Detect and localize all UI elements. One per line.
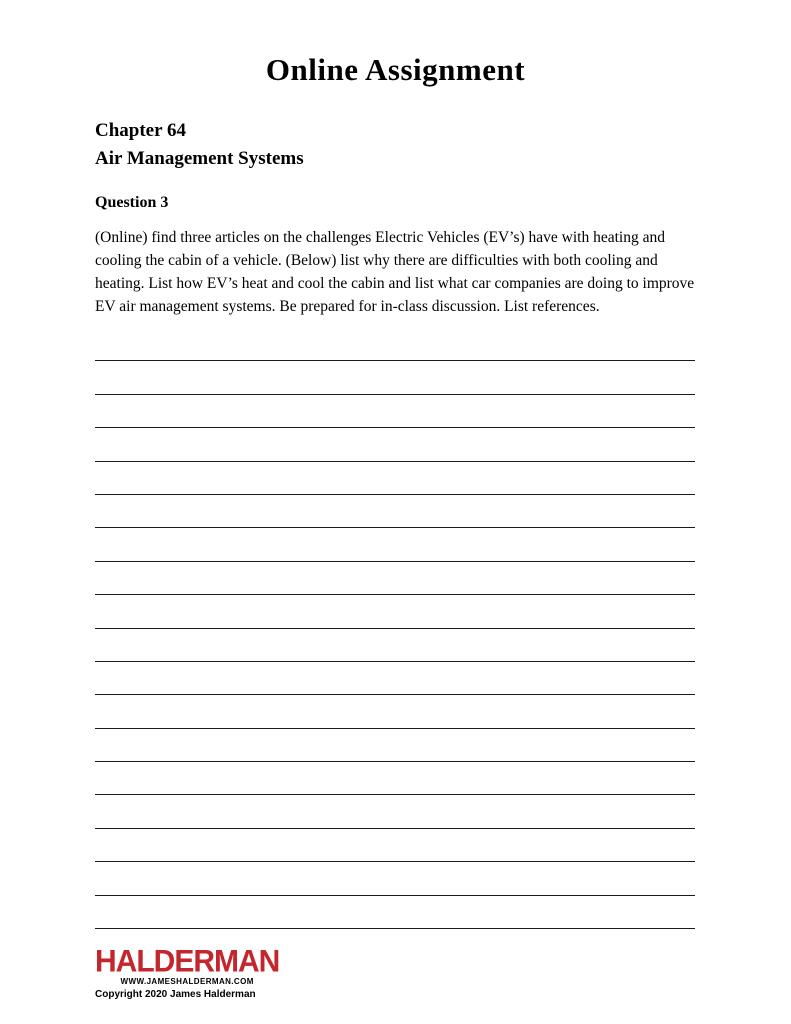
instructions-text: (Online) find three articles on the challenges Electric Vehicles (EV’s) have with heating and cooling the cabin of a vehicle. (Below) list why there are difficulties with both cooling and heating. List how EV’s heat and cool the cabin and list what car companies are doing to improve EV air management systems. Be prepared for in-class discussion. List references. [95,229,695,315]
answer-lines [95,328,695,929]
answer-line [95,662,695,695]
answer-line [95,762,695,795]
chapter-heading: Chapter 64 [95,120,186,141]
answer-line [95,862,695,895]
logo-text: HALDERMAN [95,944,280,979]
answer-line [95,629,695,662]
answer-line [95,528,695,561]
footer [95,944,355,1002]
answer-line [95,896,695,929]
answer-line [95,462,695,495]
answer-line [95,361,695,394]
answer-line [95,729,695,762]
answer-line [95,595,695,628]
page-title: Online Assignment [265,52,526,87]
answer-line [95,495,695,528]
copyright-text: Copyright 2020 James Halderman [95,989,256,1000]
answer-line [95,428,695,461]
logo-url-text: WWW.JAMESHALDERMAN.COM [120,977,254,986]
answer-line [95,328,695,361]
question-label: Question 3 [95,194,169,211]
answer-line [95,395,695,428]
content-area [95,120,695,929]
answer-line [95,829,695,862]
answer-line [95,695,695,728]
answer-line [95,562,695,595]
chapter-subtitle: Air Management Systems [95,148,304,169]
halderman-logo [95,944,280,1000]
answer-line [95,795,695,828]
